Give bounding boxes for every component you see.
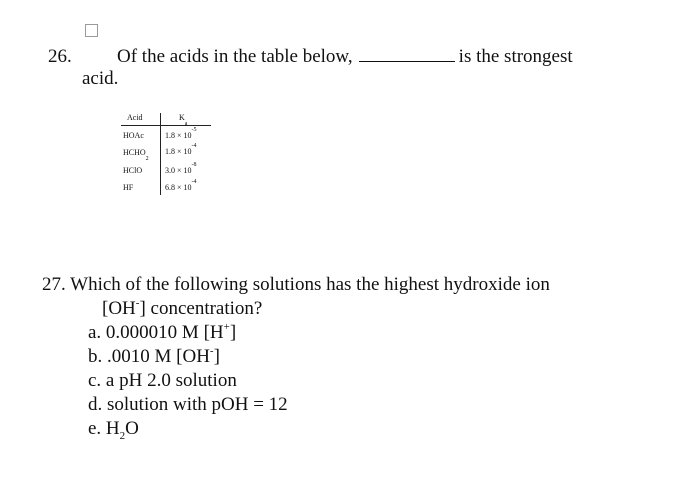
q27-option-d[interactable]: d. solution with pOH = 12 — [88, 394, 288, 415]
row-ka: $1.8 \times 10^{-4}$ — [165, 143, 197, 156]
q27-line2: [OH-] concentration? — [102, 296, 263, 319]
q26-answer-blank[interactable] — [359, 61, 455, 62]
q27-option-e[interactable]: e. $H_2O$ — [88, 418, 139, 442]
row-acid: HF — [123, 183, 134, 192]
q26-number: 26. — [48, 46, 72, 67]
row-acid: HOAc — [123, 131, 144, 140]
q27-option-a[interactable]: a. 0.000010 M [H+] — [88, 320, 237, 343]
answer-checkbox[interactable] — [85, 24, 98, 37]
row-ka: $6.8 \times 10^{-4}$ — [165, 179, 197, 192]
q27-option-b[interactable]: b. .0010 M [OH-] — [88, 344, 220, 367]
table-divider-horizontal — [121, 125, 211, 126]
q26-text-after: is the strongest — [458, 46, 573, 67]
q27-option-c[interactable]: c. a pH 2.0 solution — [88, 370, 237, 391]
row-acid: HClO — [123, 166, 143, 175]
q27-line1: 27. Which of the following solutions has the highest hydroxide ion — [42, 274, 550, 295]
ka-table — [121, 113, 216, 193]
row-acid: $HCHO_2$ — [123, 148, 149, 162]
q26-text — [117, 46, 573, 68]
header-ka: $K_a$ — [179, 113, 188, 127]
row-ka: $3.0 \times 10^{-8}$ — [165, 162, 197, 175]
header-acid: Acid — [127, 113, 143, 122]
q26-text-before: Of the acids in the table below, — [117, 46, 353, 67]
row-ka: $1.8 \times 10^{-5}$ — [165, 127, 197, 140]
q26-line2: acid. — [82, 68, 119, 89]
